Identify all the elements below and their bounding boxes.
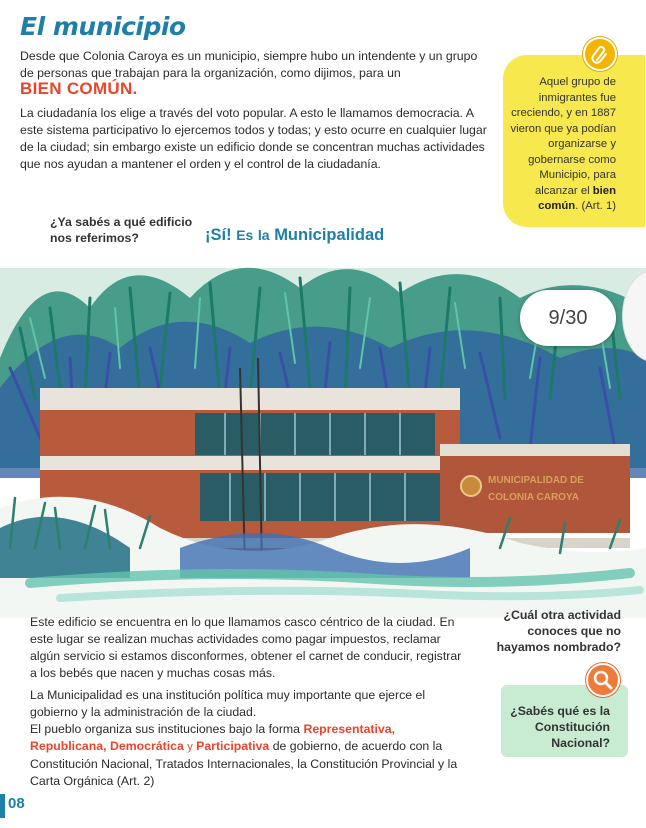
term-republicana: Republicana, xyxy=(30,739,107,753)
note-text: Aquel grupo de inmigrantes fue creciendo, y en 1887 vieron que ya podían organizarse y gobernarse como Municipio, para alcanzar el bien común. (Art. 1) xyxy=(510,76,616,212)
bien-comun-highlight: BIEN COMÚN. xyxy=(20,79,138,98)
question-constitution: ¿Sabés qué es la Constitución Nacional? xyxy=(510,704,610,750)
body-paragraph-2 xyxy=(30,687,470,790)
note-text-a: Aquel grupo de inmigrantes fue creciendo, y en 1887 vieron que ya podían organizarse y gobernarse como Municipio, para alcanzar el xyxy=(510,76,616,197)
term-participativa: Participativa xyxy=(196,739,270,753)
answer-la: la xyxy=(257,227,270,243)
sign-line-1: MUNICIPALIDAD DE xyxy=(488,475,584,486)
note-text-b: (Art. 1) xyxy=(581,200,616,212)
page-counter: 9/30 xyxy=(520,290,616,346)
term-representativa: Representativa, xyxy=(303,722,396,736)
paperclip-icon xyxy=(583,37,617,71)
body-text-b: El pueblo organiza sus instituciones bajo la forma xyxy=(30,722,301,736)
answer-name: Municipalidad xyxy=(274,226,385,244)
sign-line-2: COLONIA CAROYA xyxy=(488,492,579,503)
page-title: El municipio xyxy=(20,12,186,41)
body-text-c: de gobierno, de acuerdo con la Constitución Nacional, Tratados Internacionales, la Constitución Provincial y la Carta Orgánica (Art. 2) xyxy=(30,739,458,788)
page-number-bar xyxy=(0,794,5,818)
magnifier-icon xyxy=(586,663,620,697)
page-number: 08 xyxy=(8,795,25,812)
term-y: y xyxy=(187,741,193,753)
coat-of-arms-icon xyxy=(461,476,481,496)
intro-paragraph: Desde que Colonia Caroya es un municipio, siempre hubo un intendente y un grupo de personas que trabajan para la organización, como dijimos, para un xyxy=(20,49,478,80)
body-paragraph-1: Este edificio se encuentra en lo que llamamos casco céntrico de la ciudad. En este lugar se realizan muchas actividades como pagar impuestos, reclamar algún servicio si estamos disconformes, obtener el carnet de conducir, registrar a los bebés que nacen y muchas cosas más. xyxy=(30,615,462,680)
note-bold: bien común xyxy=(538,184,616,212)
term-democratica: Democrática xyxy=(109,739,184,753)
body-text-a: La Municipalidad es una institución política muy importante que ejerce el gobierno y la administración de la ciudad. xyxy=(30,688,426,719)
answer-si: ¡Sí! xyxy=(205,226,232,244)
answer-heading xyxy=(205,226,384,245)
question-building: ¿Ya sabés a qué edificio nos referimos? xyxy=(50,215,193,245)
answer-es: Es xyxy=(236,227,254,243)
question-activity: ¿Cuál otra actividad conoces que no hayamos nombrado? xyxy=(496,608,621,654)
intro-paragraph-2: La ciudadanía los elige a través del voto popular. A esto le llamamos democracia. A este sistema participativo lo ejercemos todos y todas; y esto ocurre en cualquier lugar de la ciudad; sin embargo existe un edificio donde se concentran muchas actividades que nos ayudan a mantener el orden y el control de la ciudadanía. xyxy=(20,106,487,171)
